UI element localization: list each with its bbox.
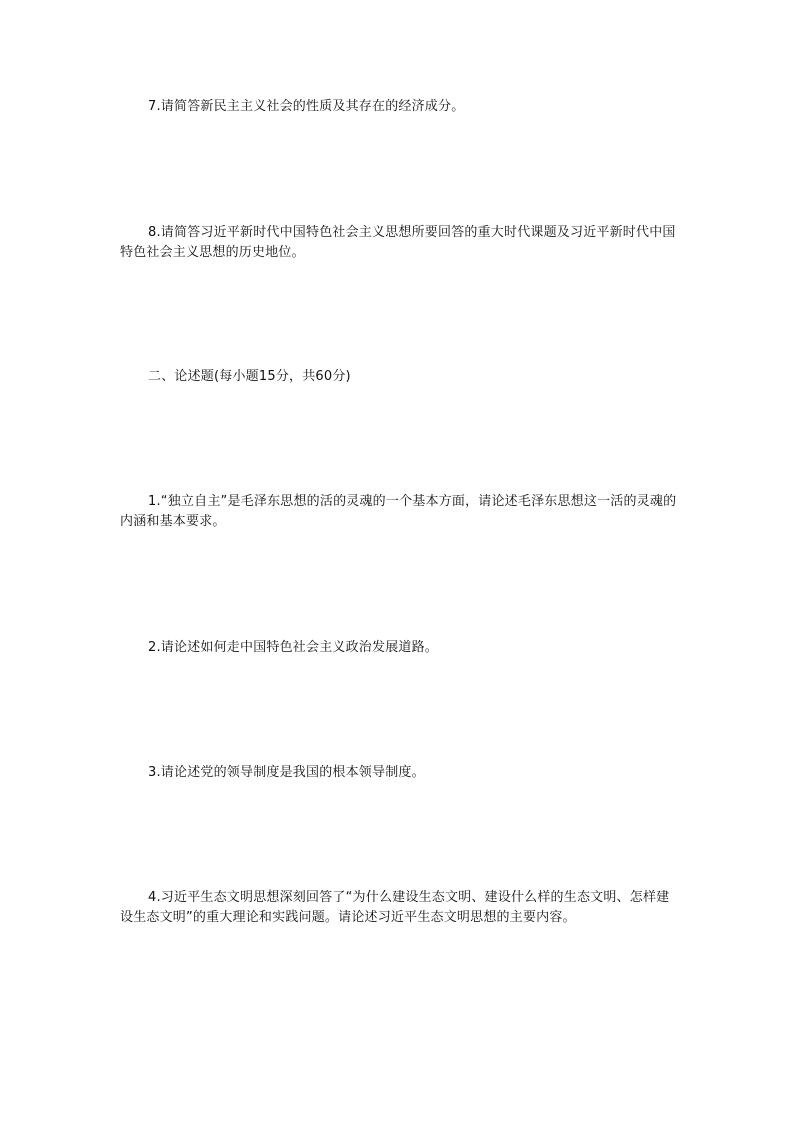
essay-question-4: 4.习近平生态文明思想深刻回答了“为什么建设生态文明、建设什么样的生态文明、怎样建设生态文明”的重大理论和实践问题。请论述习近平生态文明思想的主要内容。 xyxy=(120,890,670,925)
section-heading-essay: 二、论述题(每小题15分，共60分) xyxy=(148,369,351,384)
essay-question-1: 1.“独立自主”是毛泽东思想的活的灵魂的一个基本方面，请论述毛泽东思想这一活的灵魂的内涵和基本要求。 xyxy=(120,494,677,529)
question-7: 7.请简答新民主主义社会的性质及其存在的经济成分。 xyxy=(148,99,465,114)
essay-question-2: 2.请论述如何走中国特色社会主义政治发展道路。 xyxy=(148,640,439,655)
essay-question-3: 3.请论述党的领导制度是我国的根本领导制度。 xyxy=(148,765,425,780)
question-8: 8.请简答习近平新时代中国特色社会主义思想所要回答的重大时代课题及习近平新时代中国特色社会主义思想的历史地位。 xyxy=(120,225,676,260)
